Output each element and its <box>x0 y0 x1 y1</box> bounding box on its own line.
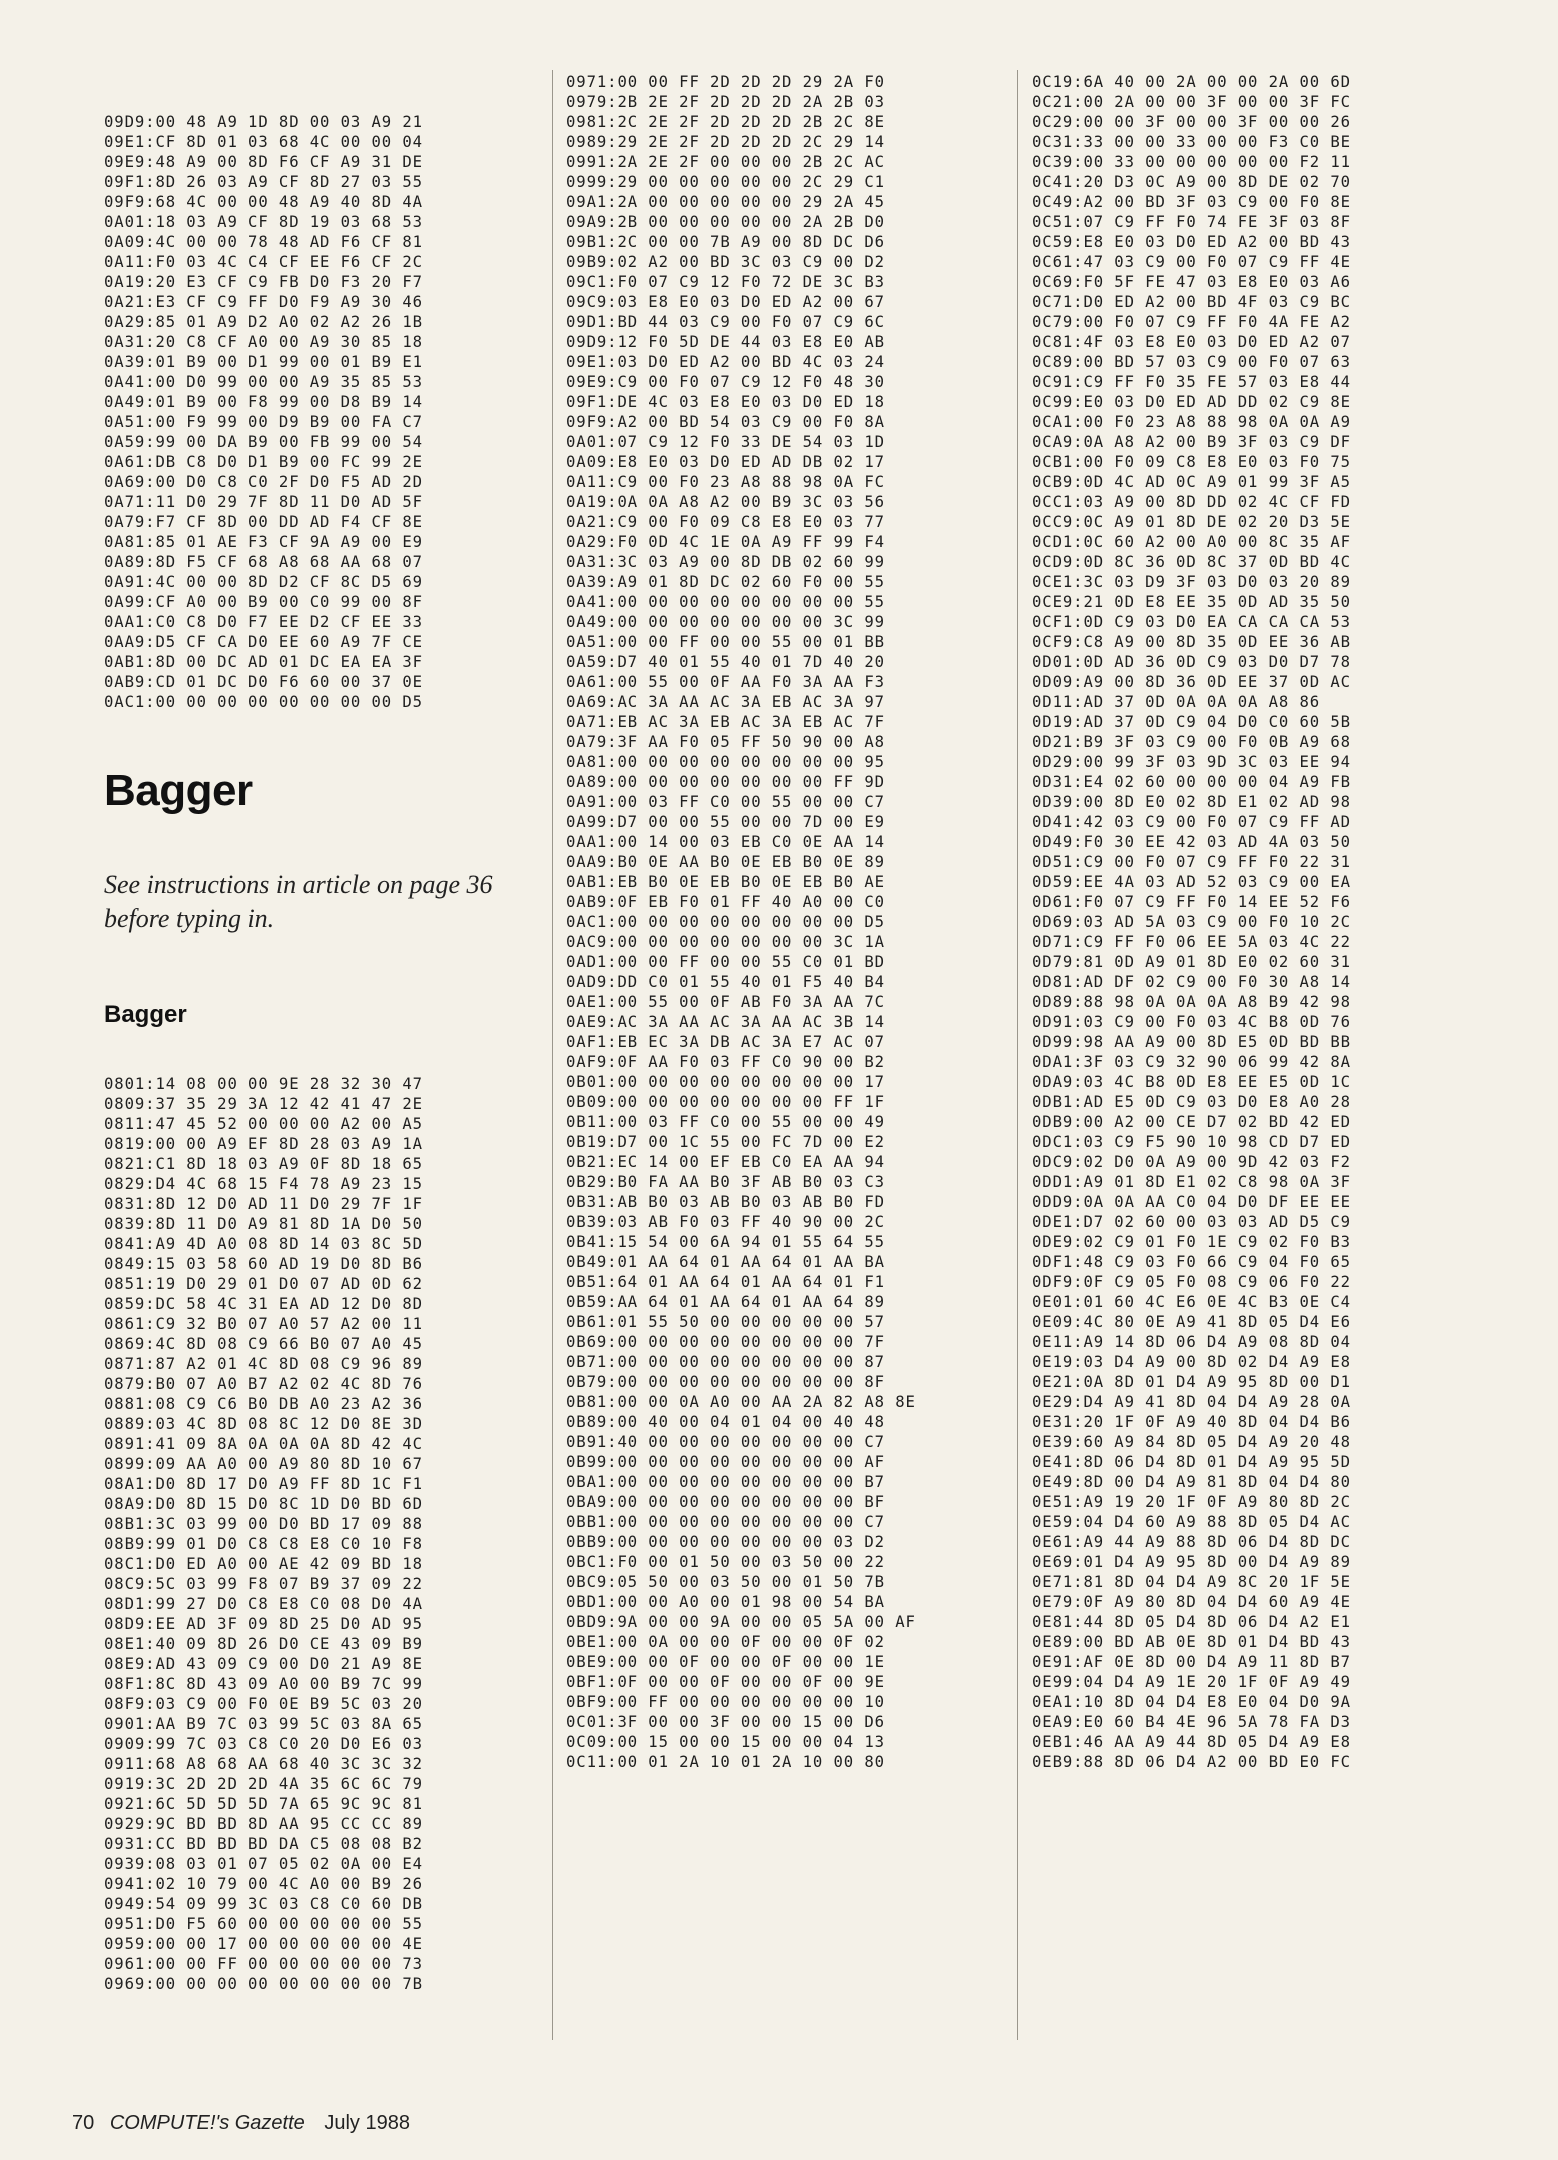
code-line: 0931:CC BD BD BD DA C5 08 08 B2 <box>104 1835 423 1853</box>
code-line: 0DD9:0A 0A AA C0 04 D0 DF EE EE <box>1032 1193 1351 1211</box>
typing-instructions: See instructions in article on page 36 before typing in. <box>104 870 493 933</box>
code-line: 0AC9:00 00 00 00 00 00 00 3C 1A <box>566 933 885 951</box>
code-line: 0C29:00 00 3F 00 00 3F 00 00 26 <box>1032 113 1351 131</box>
code-line: 0E71:81 8D 04 D4 A9 8C 20 1F 5E <box>1032 1573 1351 1591</box>
code-line: 0D79:81 0D A9 01 8D E0 02 60 31 <box>1032 953 1351 971</box>
code-line: 0A59:D7 40 01 55 40 01 7D 40 20 <box>566 653 885 671</box>
code-line: 0991:2A 2E 2F 00 00 00 2B 2C AC <box>566 153 885 171</box>
code-line: 0CE9:21 0D E8 EE 35 0D AD 35 50 <box>1032 593 1351 611</box>
code-line: 0B19:D7 00 1C 55 00 FC 7D 00 E2 <box>566 1133 885 1151</box>
code-line: 09B1:2C 00 00 7B A9 00 8D DC D6 <box>566 233 885 251</box>
code-line: 0979:2B 2E 2F 2D 2D 2D 2A 2B 03 <box>566 93 885 111</box>
code-line: 0909:99 7C 03 C8 C0 20 D0 E6 03 <box>104 1735 423 1753</box>
code-line: 0819:00 00 A9 EF 8D 28 03 A9 1A <box>104 1135 423 1153</box>
code-line: 0821:C1 8D 18 03 A9 0F 8D 18 65 <box>104 1155 423 1173</box>
code-line: 0B61:01 55 50 00 00 00 00 00 57 <box>566 1313 885 1331</box>
code-line: 0D89:88 98 0A 0A 0A A8 B9 42 98 <box>1032 993 1351 1011</box>
code-line: 08E1:40 09 8D 26 D0 CE 43 09 B9 <box>104 1635 423 1653</box>
code-line: 0C41:20 D3 0C A9 00 8D DE 02 70 <box>1032 173 1351 191</box>
code-line: 09D9:12 F0 5D DE 44 03 E8 E0 AB <box>566 333 885 351</box>
code-line: 0C11:00 01 2A 10 01 2A 10 00 80 <box>566 1753 885 1771</box>
code-line: 0A79:F7 CF 8D 00 DD AD F4 CF 8E <box>104 513 423 531</box>
code-line: 0E49:8D 00 D4 A9 81 8D 04 D4 80 <box>1032 1473 1351 1491</box>
code-line: 0D81:AD DF 02 C9 00 F0 30 A8 14 <box>1032 973 1351 991</box>
code-line: 08A9:D0 8D 15 D0 8C 1D D0 BD 6D <box>104 1495 423 1513</box>
code-line: 08D1:99 27 D0 C8 E8 C0 08 D0 4A <box>104 1595 423 1613</box>
code-line: 0851:19 D0 29 01 D0 07 AD 0D 62 <box>104 1275 423 1293</box>
code-line: 0E81:44 8D 05 D4 8D 06 D4 A2 E1 <box>1032 1613 1351 1631</box>
publication-name: COMPUTE!'s Gazette <box>109 2112 305 2134</box>
code-line: 0A21:E3 CF C9 FF D0 F9 A9 30 46 <box>104 293 423 311</box>
code-line: 0B99:00 00 00 00 00 00 00 00 AF <box>566 1453 885 1471</box>
code-line: 0AB1:8D 00 DC AD 01 DC EA EA 3F <box>104 653 423 671</box>
code-line: 0DF1:48 C9 03 F0 66 C9 04 F0 65 <box>1032 1253 1351 1271</box>
code-line: 0AD9:DD C0 01 55 40 01 F5 40 B4 <box>566 973 885 991</box>
code-line: 08B1:3C 03 99 00 D0 BD 17 09 88 <box>104 1515 423 1533</box>
code-line: 0A11:F0 03 4C C4 CF EE F6 CF 2C <box>104 253 423 271</box>
code-line: 0E89:00 BD AB 0E 8D 01 D4 BD 43 <box>1032 1633 1351 1651</box>
code-line: 0E01:01 60 4C E6 0E 4C B3 0E C4 <box>1032 1293 1351 1311</box>
code-line: 0A91:00 03 FF C0 00 55 00 00 C7 <box>566 793 885 811</box>
code-line: 0A31:3C 03 A9 00 8D DB 02 60 99 <box>566 553 885 571</box>
code-line: 0D19:AD 37 0D C9 04 D0 C0 60 5B <box>1032 713 1351 731</box>
code-line: 0861:C9 32 B0 07 A0 57 A2 00 11 <box>104 1315 423 1333</box>
code-line: 0A11:C9 00 F0 23 A8 88 98 0A FC <box>566 473 885 491</box>
code-line: 0949:54 09 99 3C 03 C8 C0 60 DB <box>104 1895 423 1913</box>
code-line: 09A1:2A 00 00 00 00 00 29 2A 45 <box>566 193 885 211</box>
code-line: 0AC1:00 00 00 00 00 00 00 00 D5 <box>566 913 885 931</box>
code-line: 0811:47 45 52 00 00 00 A2 00 A5 <box>104 1115 423 1133</box>
code-line: 0BB9:00 00 00 00 00 00 00 03 D2 <box>566 1533 885 1551</box>
code-line: 0B09:00 00 00 00 00 00 00 FF 1F <box>566 1093 885 1111</box>
code-line: 0AA9:D5 CF CA D0 EE 60 A9 7F CE <box>104 633 423 651</box>
code-line: 0D11:AD 37 0D 0A 0A 0A A8 86 <box>1032 693 1321 711</box>
code-line: 0999:29 00 00 00 00 00 2C 29 C1 <box>566 173 885 191</box>
code-line: 09D1:BD 44 03 C9 00 F0 07 C9 6C <box>566 313 885 331</box>
code-line: 0C61:47 03 C9 00 F0 07 C9 FF 4E <box>1032 253 1351 271</box>
code-line: 0981:2C 2E 2F 2D 2D 2D 2B 2C 8E <box>566 113 885 131</box>
page-footer <box>72 2112 410 2135</box>
code-line: 0EB9:88 8D 06 D4 A2 00 BD E0 FC <box>1032 1753 1351 1771</box>
article-title: Bagger <box>104 766 253 815</box>
code-line: 0E61:A9 44 A9 88 8D 06 D4 8D DC <box>1032 1533 1351 1551</box>
code-line: 08C1:D0 ED A0 00 AE 42 09 BD 18 <box>104 1555 423 1573</box>
code-line: 0AE9:AC 3A AA AC 3A AA AC 3B 14 <box>566 1013 885 1031</box>
code-line: 09C9:03 E8 E0 03 D0 ED A2 00 67 <box>566 293 885 311</box>
code-line: 0A81:85 01 AE F3 CF 9A A9 00 E9 <box>104 533 423 551</box>
code-line: 0C31:33 00 00 33 00 00 F3 C0 BE <box>1032 133 1351 151</box>
code-line: 0A99:CF A0 00 B9 00 C0 99 00 8F <box>104 593 423 611</box>
code-line: 0D71:C9 FF F0 06 EE 5A 03 4C 22 <box>1032 933 1351 951</box>
code-line: 0849:15 03 58 60 AD 19 D0 8D B6 <box>104 1255 423 1273</box>
code-line: 0E91:AF 0E 8D 00 D4 A9 11 8D B7 <box>1032 1653 1351 1671</box>
code-line: 0A09:4C 00 00 78 48 AD F6 CF 81 <box>104 233 423 251</box>
code-line: 0869:4C 8D 08 C9 66 B0 07 A0 45 <box>104 1335 423 1353</box>
code-line: 0B39:03 AB F0 03 FF 40 90 00 2C <box>566 1213 885 1231</box>
code-line: 0A99:D7 00 00 55 00 00 7D 00 E9 <box>566 813 885 831</box>
code-line: 0E41:8D 06 D4 8D 01 D4 A9 95 5D <box>1032 1453 1351 1471</box>
code-line: 08B9:99 01 D0 C8 C8 E8 C0 10 F8 <box>104 1535 423 1553</box>
issue-date: July 1988 <box>324 2112 410 2134</box>
code-line: 0A01:07 C9 12 F0 33 DE 54 03 1D <box>566 433 885 451</box>
listing-title: Bagger <box>104 1001 187 1028</box>
code-line: 0E31:20 1F 0F A9 40 8D 04 D4 B6 <box>1032 1413 1351 1431</box>
code-line: 0A19:20 E3 CF C9 FB D0 F3 20 F7 <box>104 273 423 291</box>
code-line: 0D91:03 C9 00 F0 03 4C B8 0D 76 <box>1032 1013 1351 1031</box>
code-line: 0A51:00 F9 99 00 D9 B9 00 FA C7 <box>104 413 423 431</box>
code-line: 0BE9:00 00 0F 00 00 0F 00 00 1E <box>566 1653 885 1671</box>
code-line: 0DF9:0F C9 05 F0 08 C9 06 F0 22 <box>1032 1273 1351 1291</box>
code-line: 0AB1:EB B0 0E EB B0 0E EB B0 AE <box>566 873 885 891</box>
code-line: 0BD9:9A 00 00 9A 00 00 05 5A 00 AF <box>566 1613 916 1631</box>
code-line: 0871:87 A2 01 4C 8D 08 C9 96 89 <box>104 1355 423 1373</box>
code-line: 0C79:00 F0 07 C9 FF F0 4A FE A2 <box>1032 313 1351 331</box>
code-line: 0E79:0F A9 80 8D 04 D4 60 A9 4E <box>1032 1593 1351 1611</box>
column-divider <box>1017 70 1018 2040</box>
code-line: 0AD1:00 00 FF 00 00 55 C0 01 BD <box>566 953 885 971</box>
code-line: 0BD1:00 00 A0 00 01 98 00 54 BA <box>566 1593 885 1611</box>
code-line: 0BF1:0F 00 00 0F 00 00 0F 00 9E <box>566 1673 885 1691</box>
code-line: 0E99:04 D4 A9 1E 20 1F 0F A9 49 <box>1032 1673 1351 1691</box>
code-line: 0BB1:00 00 00 00 00 00 00 00 C7 <box>566 1513 885 1531</box>
code-line: 0C49:A2 00 BD 3F 03 C9 00 F0 8E <box>1032 193 1351 211</box>
code-line: 0DB1:AD E5 0D C9 03 D0 E8 A0 28 <box>1032 1093 1351 1111</box>
code-line: 0C71:D0 ED A2 00 BD 4F 03 C9 BC <box>1032 293 1351 311</box>
code-line: 0B41:15 54 00 6A 94 01 55 64 55 <box>566 1233 885 1251</box>
code-line: 0D29:00 99 3F 03 9D 3C 03 EE 94 <box>1032 753 1351 771</box>
code-line: 0D01:0D AD 36 0D C9 03 D0 D7 78 <box>1032 653 1351 671</box>
code-line: 0D41:42 03 C9 00 F0 07 C9 FF AD <box>1032 813 1351 831</box>
code-line: 0E19:03 D4 A9 00 8D 02 D4 A9 E8 <box>1032 1353 1351 1371</box>
code-line: 09F9:68 4C 00 00 48 A9 40 8D 4A <box>104 193 423 211</box>
listing-column-3 <box>1032 72 1462 1772</box>
code-line: 0B71:00 00 00 00 00 00 00 00 87 <box>566 1353 885 1371</box>
code-line: 09F1:DE 4C 03 E8 E0 03 D0 ED 18 <box>566 393 885 411</box>
code-line: 0A01:18 03 A9 CF 8D 19 03 68 53 <box>104 213 423 231</box>
code-line: 0841:A9 4D A0 08 8D 14 03 8C 5D <box>104 1235 423 1253</box>
code-line: 0C21:00 2A 00 00 3F 00 00 3F FC <box>1032 93 1351 111</box>
code-line: 0A69:AC 3A AA AC 3A EB AC 3A 97 <box>566 693 885 711</box>
code-line: 0A49:01 B9 00 F8 99 00 D8 B9 14 <box>104 393 423 411</box>
code-line: 0A79:3F AA F0 05 FF 50 90 00 A8 <box>566 733 885 751</box>
code-line: 0B51:64 01 AA 64 01 AA 64 01 F1 <box>566 1273 885 1291</box>
code-line: 0DC1:03 C9 F5 90 10 98 CD D7 ED <box>1032 1133 1351 1151</box>
code-line: 08C9:5C 03 99 F8 07 B9 37 09 22 <box>104 1575 423 1593</box>
code-line: 0D49:F0 30 EE 42 03 AD 4A 03 50 <box>1032 833 1351 851</box>
code-line: 0B91:40 00 00 00 00 00 00 00 C7 <box>566 1433 885 1451</box>
code-line: 0DC9:02 D0 0A A9 00 9D 42 03 F2 <box>1032 1153 1351 1171</box>
code-line: 0AA9:B0 0E AA B0 0E EB B0 0E 89 <box>566 853 885 871</box>
code-line: 0A61:DB C8 D0 D1 B9 00 FC 99 2E <box>104 453 423 471</box>
code-line: 0AB9:0F EB F0 01 FF 40 A0 00 C0 <box>566 893 885 911</box>
code-line: 0B29:B0 FA AA B0 3F AB B0 03 C3 <box>566 1173 885 1191</box>
code-line: 0DA9:03 4C B8 0D E8 EE E5 0D 1C <box>1032 1073 1351 1091</box>
code-line: 0CD1:0C 60 A2 00 A0 00 8C 35 AF <box>1032 533 1351 551</box>
code-line: 0C59:E8 E0 03 D0 ED A2 00 BD 43 <box>1032 233 1351 251</box>
code-line: 0CC1:03 A9 00 8D DD 02 4C CF FD <box>1032 493 1351 511</box>
code-line: 0A39:A9 01 8D DC 02 60 F0 00 55 <box>566 573 885 591</box>
code-line: 0911:68 A8 68 AA 68 40 3C 3C 32 <box>104 1755 423 1773</box>
code-line: 0DE9:02 C9 01 F0 1E C9 02 F0 B3 <box>1032 1233 1351 1251</box>
code-line: 0D61:F0 07 C9 FF F0 14 EE 52 F6 <box>1032 893 1351 911</box>
code-line: 08D9:EE AD 3F 09 8D 25 D0 AD 95 <box>104 1615 423 1633</box>
code-line: 0961:00 00 FF 00 00 00 00 00 73 <box>104 1955 423 1973</box>
code-line: 0E69:01 D4 A9 95 8D 00 D4 A9 89 <box>1032 1553 1351 1571</box>
code-line: 0941:02 10 79 00 4C A0 00 B9 26 <box>104 1875 423 1893</box>
code-line: 0D31:E4 02 60 00 00 00 04 A9 FB <box>1032 773 1351 791</box>
code-line: 0A89:00 00 00 00 00 00 00 FF 9D <box>566 773 885 791</box>
code-line: 09E9:C9 00 F0 07 C9 12 F0 48 30 <box>566 373 885 391</box>
code-line: 0959:00 00 17 00 00 00 00 00 4E <box>104 1935 423 1953</box>
code-line: 0A61:00 55 00 0F AA F0 3A AA F3 <box>566 673 885 691</box>
code-line: 0D59:EE 4A 03 AD 52 03 C9 00 EA <box>1032 873 1351 891</box>
listing-column-2 <box>566 72 996 1772</box>
code-line: 0A71:EB AC 3A EB AC 3A EB AC 7F <box>566 713 885 731</box>
code-line: 0A39:01 B9 00 D1 99 00 01 B9 E1 <box>104 353 423 371</box>
code-line: 0AF1:EB EC 3A DB AC 3A E7 AC 07 <box>566 1033 885 1051</box>
code-line: 0CC9:0C A9 01 8D DE 02 20 D3 5E <box>1032 513 1351 531</box>
code-line: 0969:00 00 00 00 00 00 00 00 7B <box>104 1975 423 1993</box>
code-line: 0801:14 08 00 00 9E 28 32 30 47 <box>104 1075 423 1093</box>
code-line: 0881:08 C9 C6 B0 DB A0 23 A2 36 <box>104 1395 423 1413</box>
code-line: 0951:D0 F5 60 00 00 00 00 00 55 <box>104 1915 423 1933</box>
code-line: 0B81:00 00 0A A0 00 AA 2A 82 A8 8E <box>566 1393 916 1411</box>
code-line: 0D09:A9 00 8D 36 0D EE 37 0D AC <box>1032 673 1351 691</box>
code-line: 0C01:3F 00 00 3F 00 00 15 00 D6 <box>566 1713 885 1731</box>
code-line: 09C1:F0 07 C9 12 F0 72 DE 3C B3 <box>566 273 885 291</box>
code-line: 0BA1:00 00 00 00 00 00 00 00 B7 <box>566 1473 885 1491</box>
code-line: 0E39:60 A9 84 8D 05 D4 A9 20 48 <box>1032 1433 1351 1451</box>
code-line: 0CA9:0A A8 A2 00 B9 3F 03 C9 DF <box>1032 433 1351 451</box>
code-line: 0A69:00 D0 C8 C0 2F D0 F5 AD 2D <box>104 473 423 491</box>
code-line: 0DE1:D7 02 60 00 03 03 AD D5 C9 <box>1032 1213 1351 1231</box>
code-line: 0809:37 35 29 3A 12 42 41 47 2E <box>104 1095 423 1113</box>
code-line: 0A49:00 00 00 00 00 00 00 3C 99 <box>566 613 885 631</box>
code-line: 0891:41 09 8A 0A 0A 0A 8D 42 4C <box>104 1435 423 1453</box>
code-line: 0A41:00 00 00 00 00 00 00 00 55 <box>566 593 885 611</box>
code-line: 0C51:07 C9 FF F0 74 FE 3F 03 8F <box>1032 213 1351 231</box>
code-line: 0921:6C 5D 5D 5D 7A 65 9C 9C 81 <box>104 1795 423 1813</box>
code-line: 0CE1:3C 03 D9 3F 03 D0 03 20 89 <box>1032 573 1351 591</box>
code-line: 0DB9:00 A2 00 CE D7 02 BD 42 ED <box>1032 1113 1351 1131</box>
code-line: 0B69:00 00 00 00 00 00 00 00 7F <box>566 1333 885 1351</box>
code-line: 0B31:AB B0 03 AB B0 03 AB B0 FD <box>566 1193 885 1211</box>
code-line: 0AE1:00 55 00 0F AB F0 3A AA 7C <box>566 993 885 1011</box>
code-line: 0829:D4 4C 68 15 F4 78 A9 23 15 <box>104 1175 423 1193</box>
code-line: 0E51:A9 19 20 1F 0F A9 80 8D 2C <box>1032 1493 1351 1511</box>
code-line: 0939:08 03 01 07 05 02 0A 00 E4 <box>104 1855 423 1873</box>
code-line: 0AF9:0F AA F0 03 FF C0 90 00 B2 <box>566 1053 885 1071</box>
code-line: 0CA1:00 F0 23 A8 88 98 0A 0A A9 <box>1032 413 1351 431</box>
code-line: 0989:29 2E 2F 2D 2D 2D 2C 29 14 <box>566 133 885 151</box>
code-line: 0A29:85 01 A9 D2 A0 02 A2 26 1B <box>104 313 423 331</box>
code-line: 0B01:00 00 00 00 00 00 00 00 17 <box>566 1073 885 1091</box>
code-line: 0839:8D 11 D0 A9 81 8D 1A D0 50 <box>104 1215 423 1233</box>
code-line: 0EA9:E0 60 B4 4E 96 5A 78 FA D3 <box>1032 1713 1351 1731</box>
code-line: 0C91:C9 FF F0 35 FE 57 03 E8 44 <box>1032 373 1351 391</box>
code-line: 0D69:03 AD 5A 03 C9 00 F0 10 2C <box>1032 913 1351 931</box>
code-line: 0BC1:F0 00 01 50 00 03 50 00 22 <box>566 1553 885 1571</box>
code-line: 0DD1:A9 01 8D E1 02 C8 98 0A 3F <box>1032 1173 1351 1191</box>
code-line: 08E9:AD 43 09 C9 00 D0 21 A9 8E <box>104 1655 423 1673</box>
code-line: 0B21:EC 14 00 EF EB C0 EA AA 94 <box>566 1153 885 1171</box>
code-line: 09E9:48 A9 00 8D F6 CF A9 31 DE <box>104 153 423 171</box>
code-line: 0929:9C BD BD 8D AA 95 CC CC 89 <box>104 1815 423 1833</box>
code-line: 0901:AA B9 7C 03 99 5C 03 8A 65 <box>104 1715 423 1733</box>
code-line: 09A9:2B 00 00 00 00 00 2A 2B D0 <box>566 213 885 231</box>
code-line: 0C39:00 33 00 00 00 00 00 F2 11 <box>1032 153 1351 171</box>
code-line: 0899:09 AA A0 00 A9 80 8D 10 67 <box>104 1455 423 1473</box>
code-line: 0859:DC 58 4C 31 EA AD 12 D0 8D <box>104 1295 423 1313</box>
code-line: 08F9:03 C9 00 F0 0E B9 5C 03 20 <box>104 1695 423 1713</box>
code-line: 0E09:4C 80 0E A9 41 8D 05 D4 E6 <box>1032 1313 1351 1331</box>
code-line: 0E11:A9 14 8D 06 D4 A9 08 8D 04 <box>1032 1333 1351 1351</box>
code-line: 0CD9:0D 8C 36 0D 8C 37 0D BD 4C <box>1032 553 1351 571</box>
code-line: 0B49:01 AA 64 01 AA 64 01 AA BA <box>566 1253 885 1271</box>
code-line: 0879:B0 07 A0 B7 A2 02 4C 8D 76 <box>104 1375 423 1393</box>
code-line: 08A1:D0 8D 17 D0 A9 FF 8D 1C F1 <box>104 1475 423 1493</box>
code-line: 0C99:E0 03 D0 ED AD DD 02 C9 8E <box>1032 393 1351 411</box>
code-line: 09D9:00 48 A9 1D 8D 00 03 A9 21 <box>104 113 423 131</box>
code-line: 0A31:20 C8 CF A0 00 A9 30 85 18 <box>104 333 423 351</box>
code-line: 0AA1:00 14 00 03 EB C0 0E AA 14 <box>566 833 885 851</box>
code-line: 0E59:04 D4 60 A9 88 8D 05 D4 AC <box>1032 1513 1351 1531</box>
code-line: 0A41:00 D0 99 00 00 A9 35 85 53 <box>104 373 423 391</box>
code-line: 09F9:A2 00 BD 54 03 C9 00 F0 8A <box>566 413 885 431</box>
code-line: 0A29:F0 0D 4C 1E 0A A9 FF 99 F4 <box>566 533 885 551</box>
code-line: 0E29:D4 A9 41 8D 04 D4 A9 28 0A <box>1032 1393 1351 1411</box>
code-line: 0C69:F0 5F FE 47 03 E8 E0 03 A6 <box>1032 273 1351 291</box>
code-line: 0CF1:0D C9 03 D0 EA CA CA CA 53 <box>1032 613 1351 631</box>
code-line: 0CB1:00 F0 09 C8 E8 E0 03 F0 75 <box>1032 453 1351 471</box>
code-line: 0AA1:C0 C8 D0 F7 EE D2 CF EE 33 <box>104 613 423 631</box>
code-line: 08F1:8C 8D 43 09 A0 00 B9 7C 99 <box>104 1675 423 1693</box>
code-line: 0831:8D 12 D0 AD 11 D0 29 7F 1F <box>104 1195 423 1213</box>
code-line: 0BE1:00 0A 00 00 0F 00 00 0F 02 <box>566 1633 885 1651</box>
code-line: 09E1:03 D0 ED A2 00 BD 4C 03 24 <box>566 353 885 371</box>
code-line: 0C09:00 15 00 00 15 00 00 04 13 <box>566 1733 885 1751</box>
code-line: 0B11:00 03 FF C0 00 55 00 00 49 <box>566 1113 885 1131</box>
code-line: 0D21:B9 3F 03 C9 00 F0 0B A9 68 <box>1032 733 1351 751</box>
code-line: 0C89:00 BD 57 03 C9 00 F0 07 63 <box>1032 353 1351 371</box>
code-line: 0A71:11 D0 29 7F 8D 11 D0 AD 5F <box>104 493 423 511</box>
code-line: 0919:3C 2D 2D 2D 4A 35 6C 6C 79 <box>104 1775 423 1793</box>
code-line: 0A09:E8 E0 03 D0 ED AD DB 02 17 <box>566 453 885 471</box>
code-line: 0AC1:00 00 00 00 00 00 00 00 D5 <box>104 693 423 711</box>
code-line: 0DA1:3F 03 C9 32 90 06 99 42 8A <box>1032 1053 1351 1071</box>
code-line: 0BF9:00 FF 00 00 00 00 00 00 10 <box>566 1693 885 1711</box>
code-line: 0A59:99 00 DA B9 00 FB 99 00 54 <box>104 433 423 451</box>
listing-start <box>104 1074 534 1994</box>
code-line: 0889:03 4C 8D 08 8C 12 D0 8E 3D <box>104 1415 423 1433</box>
code-line: 0A91:4C 00 00 8D D2 CF 8C D5 69 <box>104 573 423 591</box>
code-line: 0A19:0A 0A A8 A2 00 B9 3C 03 56 <box>566 493 885 511</box>
code-line: 0BA9:00 00 00 00 00 00 00 00 BF <box>566 1493 885 1511</box>
code-line: 0A81:00 00 00 00 00 00 00 00 95 <box>566 753 885 771</box>
listing-continuation <box>104 112 534 712</box>
code-line: 09E1:CF 8D 01 03 68 4C 00 00 04 <box>104 133 423 151</box>
code-line: 0B79:00 00 00 00 00 00 00 00 8F <box>566 1373 885 1391</box>
code-line: 0D39:00 8D E0 02 8D E1 02 AD 98 <box>1032 793 1351 811</box>
code-line: 0EA1:10 8D 04 D4 E8 E0 04 D0 9A <box>1032 1693 1351 1711</box>
code-line: 0B89:00 40 00 04 01 04 00 40 48 <box>566 1413 885 1431</box>
code-line: 09B9:02 A2 00 BD 3C 03 C9 00 D2 <box>566 253 885 271</box>
page-number: 70 <box>72 2112 95 2134</box>
code-line: 0CB9:0D 4C AD 0C A9 01 99 3F A5 <box>1032 473 1351 491</box>
code-line: 0C81:4F 03 E8 E0 03 D0 ED A2 07 <box>1032 333 1351 351</box>
code-line: 0E21:0A 8D 01 D4 A9 95 8D 00 D1 <box>1032 1373 1351 1391</box>
column-divider <box>552 70 553 2040</box>
code-line: 0D99:98 AA A9 00 8D E5 0D BD BB <box>1032 1033 1351 1051</box>
code-line: 09F1:8D 26 03 A9 CF 8D 27 03 55 <box>104 173 423 191</box>
listing-column-1 <box>104 72 534 2034</box>
code-line: 0BC9:05 50 00 03 50 00 01 50 7B <box>566 1573 885 1591</box>
code-line: 0C19:6A 40 00 2A 00 00 2A 00 6D <box>1032 73 1351 91</box>
code-line: 0EB1:46 AA A9 44 8D 05 D4 A9 E8 <box>1032 1733 1351 1751</box>
code-line: 0A21:C9 00 F0 09 C8 E8 E0 03 77 <box>566 513 885 531</box>
code-line: 0A51:00 00 FF 00 00 55 00 01 BB <box>566 633 885 651</box>
code-line: 0D51:C9 00 F0 07 C9 FF F0 22 31 <box>1032 853 1351 871</box>
code-line: 0CF9:C8 A9 00 8D 35 0D EE 36 AB <box>1032 633 1351 651</box>
code-line: 0A89:8D F5 CF 68 A8 68 AA 68 07 <box>104 553 423 571</box>
code-line: 0AB9:CD 01 DC D0 F6 60 00 37 0E <box>104 673 423 691</box>
code-line: 0B59:AA 64 01 AA 64 01 AA 64 89 <box>566 1293 885 1311</box>
code-line: 0971:00 00 FF 2D 2D 2D 29 2A F0 <box>566 73 885 91</box>
